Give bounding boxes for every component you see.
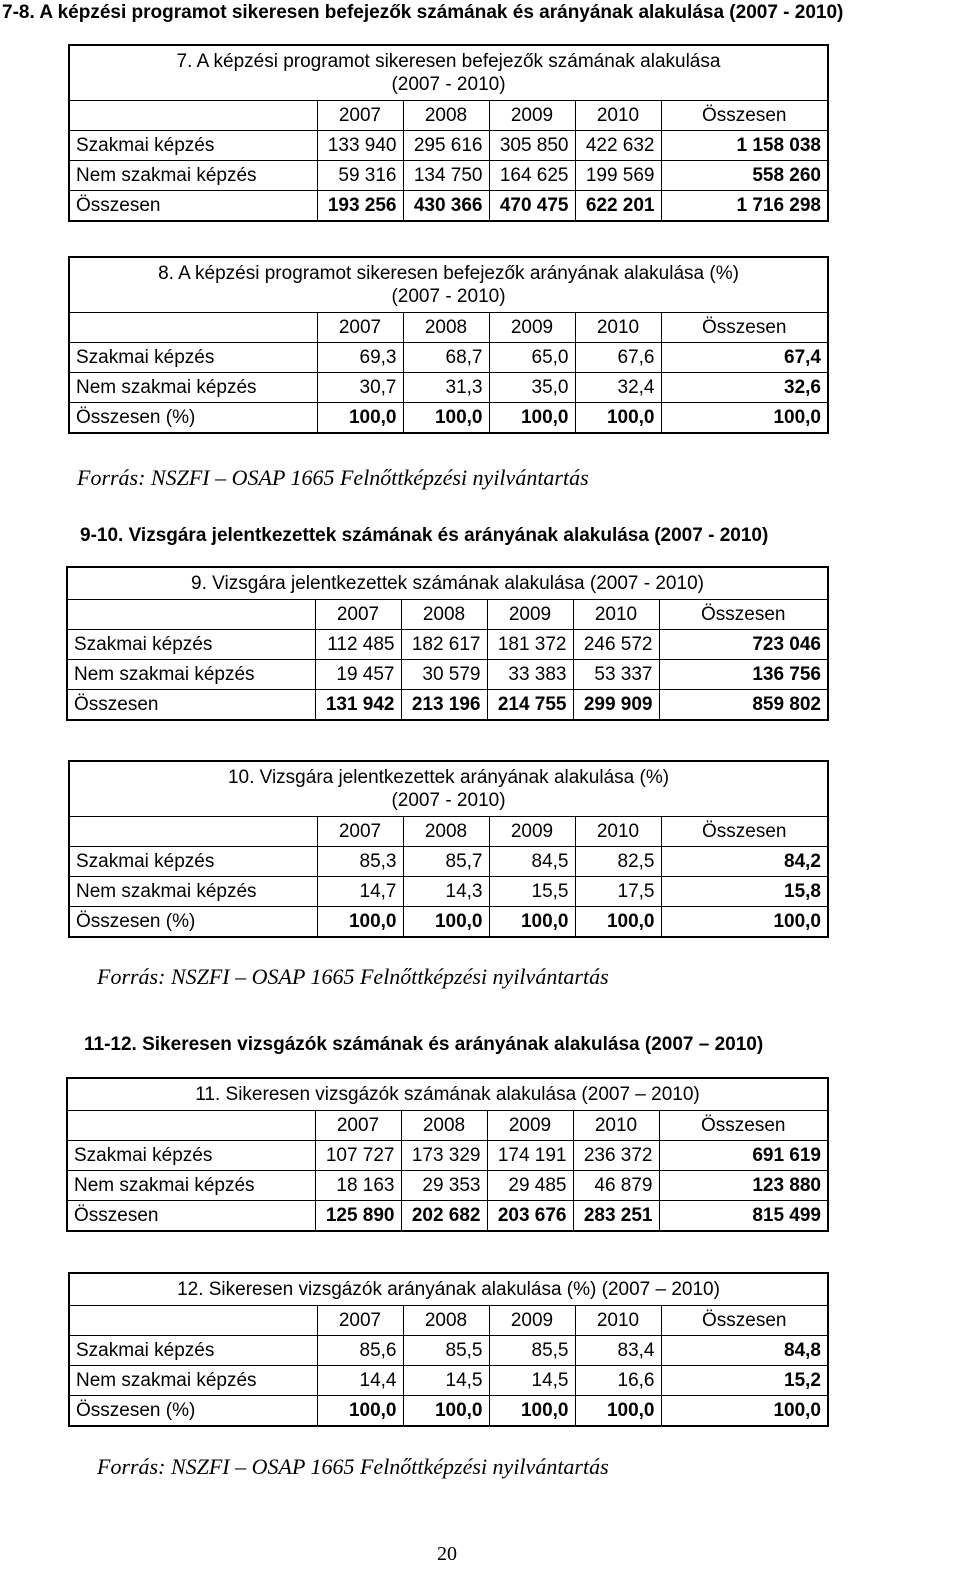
cell-value: 181 372 [487,630,573,660]
cell-value: 131 942 [315,690,401,721]
row-total: 558 260 [661,161,828,191]
cell-value: 85,7 [403,847,489,877]
cell-value: 470 475 [489,191,575,222]
column-header: 2008 [403,313,489,343]
cell-value: 107 727 [315,1141,401,1171]
table-caption [69,45,828,101]
cell-value: 53 337 [573,660,659,690]
caption-line: (2007 - 2010) [391,790,506,811]
source-note-3: Forrás: NSZFI – OSAP 1665 Felnőttképzési nyilvántartás [97,1454,609,1479]
table-row [69,1336,828,1366]
table-row [69,1396,828,1427]
column-header: 2007 [315,1111,401,1141]
header-empty-cell [69,1306,317,1336]
table-12-passed-ratio [68,1272,829,1427]
cell-value: 31,3 [403,373,489,403]
cell-value: 59 316 [317,161,403,191]
cell-value: 305 850 [489,131,575,161]
cell-value: 213 196 [401,690,487,721]
cell-value: 35,0 [489,373,575,403]
cell-value: 100,0 [489,403,575,434]
caption-row [67,567,828,600]
header-row [69,101,828,131]
column-header: 2007 [317,313,403,343]
column-header: Összesen [661,313,828,343]
column-header: 2010 [573,1111,659,1141]
row-total: 100,0 [661,907,828,938]
header-empty-cell [69,101,317,131]
header-row [67,1111,828,1141]
column-header: 2007 [317,817,403,847]
section-heading-7-8: 7-8. A képzési programot sikeresen befejezők számának és arányának alakulása (2007 - 2010) [2,2,844,23]
row-label: Szakmai képzés [69,131,317,161]
cell-value: 29 353 [401,1171,487,1201]
cell-value: 174 191 [487,1141,573,1171]
cell-value: 100,0 [403,907,489,938]
cell-value: 33 383 [487,660,573,690]
cell-value: 100,0 [403,403,489,434]
source-note-2: Forrás: NSZFI – OSAP 1665 Felnőttképzési nyilvántartás [97,964,609,989]
table-row [69,131,828,161]
row-label: Nem szakmai képzés [69,373,317,403]
table-8-completers-ratio [68,256,829,434]
cell-value: 283 251 [573,1201,659,1232]
header-empty-cell [67,600,315,630]
page-number: 20 [437,1543,457,1565]
source-note-1: Forrás: NSZFI – OSAP 1665 Felnőttképzési nyilvántartás [77,465,589,490]
column-header: 2010 [575,101,661,131]
cell-value: 16,6 [575,1366,661,1396]
column-header: 2008 [401,600,487,630]
cell-value: 82,5 [575,847,661,877]
row-label: Szakmai képzés [67,1141,315,1171]
row-label: Szakmai képzés [69,343,317,373]
cell-value: 295 616 [403,131,489,161]
row-label: Összesen (%) [69,1396,317,1427]
cell-value: 30 579 [401,660,487,690]
row-total: 100,0 [661,1396,828,1427]
row-label: Szakmai képzés [67,630,315,660]
cell-value: 85,6 [317,1336,403,1366]
caption-line: 8. A képzési programot sikeresen befejezők arányának alakulása (%) [158,263,739,284]
cell-value: 100,0 [317,1396,403,1427]
caption-line: 7. A képzési programot sikeresen befejezők számának alakulása [176,51,721,72]
header-empty-cell [69,313,317,343]
cell-value: 14,4 [317,1366,403,1396]
cell-value: 85,5 [489,1336,575,1366]
cell-value: 203 676 [487,1201,573,1232]
cell-value: 14,5 [489,1366,575,1396]
column-header: Összesen [661,1306,828,1336]
cell-value: 17,5 [575,877,661,907]
cell-value: 100,0 [575,403,661,434]
row-total: 123 880 [659,1171,828,1201]
row-label: Nem szakmai képzés [67,1171,315,1201]
cell-value: 84,5 [489,847,575,877]
column-header: Összesen [661,817,828,847]
row-label: Nem szakmai képzés [69,161,317,191]
cell-value: 246 572 [573,630,659,660]
column-header: 2008 [401,1111,487,1141]
section-heading-11-12: 11-12. Sikeresen vizsgázók számának és arányának alakulása (2007 – 2010) [84,1034,764,1055]
caption-line: (2007 - 2010) [391,74,506,95]
column-header: Összesen [661,101,828,131]
cell-value: 14,5 [403,1366,489,1396]
cell-value: 15,5 [489,877,575,907]
cell-value: 100,0 [575,1396,661,1427]
table-9-registrants-count [66,566,829,721]
row-label: Összesen (%) [69,403,317,434]
table-row [67,1171,828,1201]
cell-value: 85,5 [403,1336,489,1366]
column-header: Összesen [659,1111,828,1141]
row-total: 15,2 [661,1366,828,1396]
cell-value: 202 682 [401,1201,487,1232]
row-total: 15,8 [661,877,828,907]
row-label: Szakmai képzés [69,1336,317,1366]
cell-value: 299 909 [573,690,659,721]
row-total: 136 756 [659,660,828,690]
table-caption [67,567,828,600]
cell-value: 83,4 [575,1336,661,1366]
header-empty-cell [67,1111,315,1141]
cell-value: 199 569 [575,161,661,191]
row-label: Összesen [67,1201,315,1232]
cell-value: 133 940 [317,131,403,161]
row-total: 84,8 [661,1336,828,1366]
header-row [69,1306,828,1336]
section-heading-9-10: 9-10. Vizsgára jelentkezettek számának és arányának alakulása (2007 - 2010) [80,525,769,546]
row-total: 1 158 038 [661,131,828,161]
column-header: 2007 [315,600,401,630]
column-header: 2008 [403,817,489,847]
row-label: Összesen [67,690,315,721]
row-total: 691 619 [659,1141,828,1171]
cell-value: 19 457 [315,660,401,690]
cell-value: 85,3 [317,847,403,877]
row-label: Szakmai képzés [69,847,317,877]
cell-value: 422 632 [575,131,661,161]
cell-value: 100,0 [489,907,575,938]
cell-value: 100,0 [403,1396,489,1427]
table-row [69,1366,828,1396]
table-10-registrants-ratio [68,760,829,938]
column-header: 2009 [489,817,575,847]
row-total: 100,0 [661,403,828,434]
table-caption [69,761,828,817]
cell-value: 32,4 [575,373,661,403]
table-row [67,1141,828,1171]
row-label: Összesen [69,191,317,222]
caption-row [69,1273,828,1306]
caption-row [69,45,828,101]
row-total: 859 802 [659,690,828,721]
table-row [69,191,828,222]
column-header: 2008 [403,1306,489,1336]
table-row [67,690,828,721]
row-label: Nem szakmai képzés [69,1366,317,1396]
row-label: Összesen (%) [69,907,317,938]
cell-value: 100,0 [575,907,661,938]
cell-value: 18 163 [315,1171,401,1201]
column-header: 2009 [489,101,575,131]
cell-value: 67,6 [575,343,661,373]
cell-value: 622 201 [575,191,661,222]
cell-value: 100,0 [489,1396,575,1427]
cell-value: 14,3 [403,877,489,907]
row-total: 32,6 [661,373,828,403]
caption-line: 11. Sikeresen vizsgázók számának alakulása (2007 – 2010) [195,1084,700,1105]
table-row [67,630,828,660]
table-row [69,373,828,403]
table-11-passed-count [66,1077,829,1232]
column-header: 2009 [487,600,573,630]
caption-line: (2007 - 2010) [391,286,506,307]
caption-line: 9. Vizsgára jelentkezettek számának alakulása (2007 - 2010) [191,573,704,594]
cell-value: 134 750 [403,161,489,191]
row-total: 84,2 [661,847,828,877]
header-row [69,313,828,343]
column-header: 2010 [573,600,659,630]
row-total: 1 716 298 [661,191,828,222]
cell-value: 100,0 [317,907,403,938]
row-total: 67,4 [661,343,828,373]
column-header: 2007 [317,1306,403,1336]
cell-value: 236 372 [573,1141,659,1171]
row-label: Nem szakmai képzés [69,877,317,907]
table-caption [69,257,828,313]
table-caption [69,1273,828,1306]
column-header: 2010 [575,817,661,847]
cell-value: 30,7 [317,373,403,403]
table-row [69,907,828,938]
cell-value: 182 617 [401,630,487,660]
column-header: 2009 [489,1306,575,1336]
row-total: 723 046 [659,630,828,660]
column-header: 2010 [575,1306,661,1336]
header-empty-cell [69,817,317,847]
cell-value: 65,0 [489,343,575,373]
row-total: 815 499 [659,1201,828,1232]
column-header: 2008 [403,101,489,131]
caption-line: 10. Vizsgára jelentkezettek arányának alakulása (%) [227,767,670,788]
column-header: 2009 [489,313,575,343]
table-row [67,1201,828,1232]
table-row [69,403,828,434]
cell-value: 46 879 [573,1171,659,1201]
header-row [67,600,828,630]
cell-value: 68,7 [403,343,489,373]
table-row [69,343,828,373]
caption-line: 12. Sikeresen vizsgázók arányának alakulása (%) (2007 – 2010) [177,1279,720,1300]
table-row [69,161,828,191]
column-header: Összesen [659,600,828,630]
column-header: 2009 [487,1111,573,1141]
table-row [69,847,828,877]
cell-value: 14,7 [317,877,403,907]
cell-value: 164 625 [489,161,575,191]
row-label: Nem szakmai képzés [67,660,315,690]
table-row [67,660,828,690]
cell-value: 430 366 [403,191,489,222]
table-caption [67,1078,828,1111]
cell-value: 214 755 [487,690,573,721]
caption-row [67,1078,828,1111]
cell-value: 29 485 [487,1171,573,1201]
cell-value: 69,3 [317,343,403,373]
table-row [69,877,828,907]
table-7-completers-count [68,44,829,222]
caption-row [69,257,828,313]
caption-row [69,761,828,817]
column-header: 2010 [575,313,661,343]
cell-value: 193 256 [317,191,403,222]
cell-value: 125 890 [315,1201,401,1232]
column-header: 2007 [317,101,403,131]
header-row [69,817,828,847]
cell-value: 100,0 [317,403,403,434]
cell-value: 173 329 [401,1141,487,1171]
cell-value: 112 485 [315,630,401,660]
